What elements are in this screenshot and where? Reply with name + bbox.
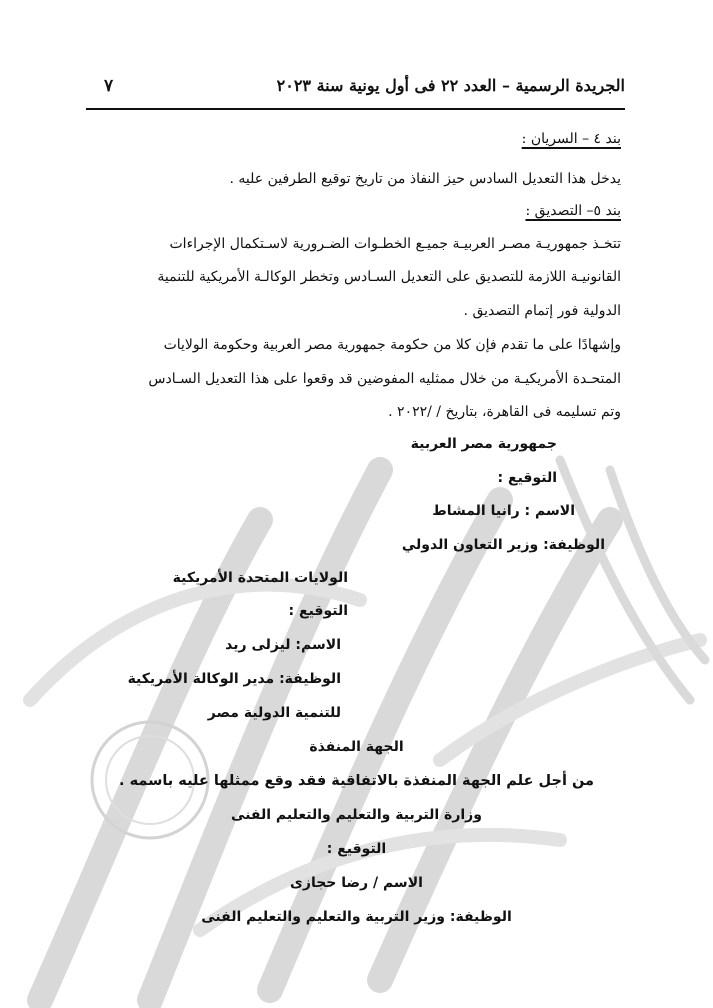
page-number: ٧	[104, 76, 114, 96]
clause4-heading: بند ٤ – السريان :	[521, 131, 621, 147]
implementing-name: الاسم / رضا حجازى	[290, 875, 423, 891]
witness-line-1: وإشهادًا على ما تقدم فإن كلا من حكومة جمهورية مصر العربية وحكومة الولايات	[163, 337, 621, 353]
clause5-line-2: القانونيـة اللازمة للتصديق على التعديل السـادس وتخطر الوكالـة الأمريكية للتنمية	[157, 269, 621, 285]
witness-line-2: المتحـدة الأمريكيـة من خلال ممثليه المفوضين قد وقعوا على هذا التعديل السـادس	[148, 371, 621, 387]
clause5-line-1: تتخـذ جمهوريـة مصـر العربيـة جميـع الخطـوات الضـرورية لاسـتكمال الإجراءات	[169, 236, 621, 252]
witness-line-3: وتم تسليمه فى القاهرة، بتاريخ / /٢٠٢٢ .	[388, 404, 621, 420]
egypt-country: جمهورية مصر العربية	[410, 436, 557, 452]
usa-country: الولايات المتحدة الأمريكية	[172, 570, 348, 586]
clause5-heading: بند ٥– التصديق :	[525, 203, 621, 219]
clause5-line-3: الدولية فور إتمام التصديق .	[463, 303, 621, 319]
clause4-text: يدخل هذا التعديل السادس حيز النفاذ من تاريخ توقيع الطرفين عليه .	[229, 171, 621, 187]
implementing-statement: من أجل علم الجهة المنفذة بالاتفاقية فقد وقع ممثلها عليه باسمه .	[119, 773, 594, 789]
egypt-position: الوظيفة: وزير التعاون الدولي	[401, 537, 605, 553]
usa-position-cont: للتنمية الدولية مصر	[207, 705, 341, 721]
implementing-signature: التوقيع :	[326, 841, 387, 857]
gazette-header-title: الجريدة الرسمية – العدد ٢٢ فى أول يونية سنة ٢٠٢٣	[276, 76, 625, 95]
implementing-position: الوظيفة: وزير التربية والتعليم والتعليم الفنى	[201, 909, 512, 925]
egypt-signature: التوقيع :	[497, 470, 557, 486]
usa-name: الاسم: ليزلى ريد	[225, 637, 341, 653]
egypt-name: الاسم : رانيا المشاط	[432, 503, 575, 519]
implementing-heading: الجهة المنفذة	[309, 739, 404, 755]
usa-position: الوظيفة: مدير الوكالة الأمريكية	[127, 671, 341, 687]
header-divider	[86, 108, 625, 110]
usa-signature: التوقيع :	[288, 603, 348, 619]
implementing-ministry: وزارة التربية والتعليم والتعليم الفنى	[231, 807, 482, 823]
